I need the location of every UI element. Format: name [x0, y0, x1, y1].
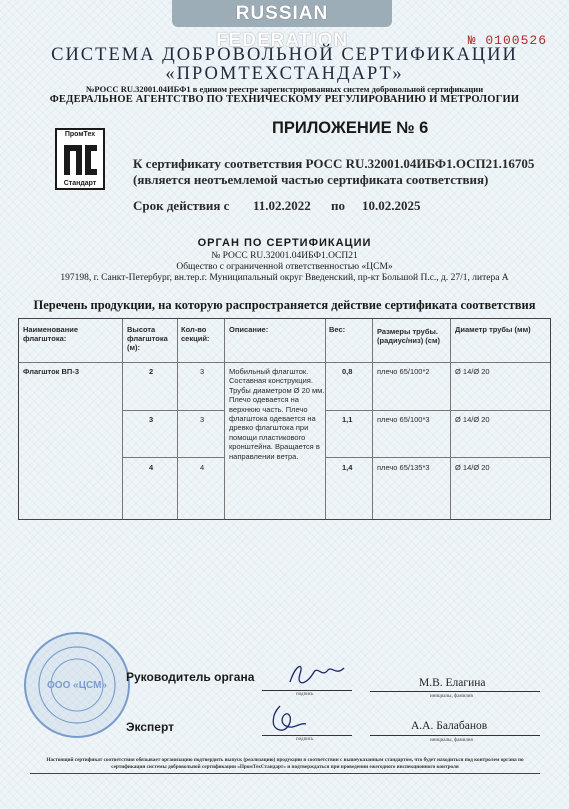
head-name-caption: инициалы, фамилия [430, 694, 473, 699]
column-divider [177, 319, 178, 519]
expert-signature-line [262, 735, 352, 736]
logo-bottom-text: Стандарт [63, 180, 97, 187]
appendix-title: ПРИЛОЖЕНИЕ № 6 [272, 119, 429, 137]
head-signature [282, 656, 352, 690]
column-divider [325, 319, 326, 519]
serial-number: № 0100526 [467, 33, 547, 48]
head-signature-caption: подпись [296, 692, 314, 697]
stamp-text: ООО «ЦСМ» [47, 680, 107, 691]
header-cell-diameter: Диаметр трубы (мм) [455, 325, 531, 334]
row-divider [325, 410, 550, 411]
to-label: по [331, 198, 345, 213]
column-divider [372, 319, 373, 519]
certification-body-title: ОРГАН ПО СЕРТИФИКАЦИИ [197, 237, 372, 249]
date-from: 11.02.2022 [253, 198, 311, 213]
header-cell-height: Высота флагштока (м): [127, 325, 168, 352]
description-cell: Мобильный флагшток. Составная конструкция. Трубы диаметром Ø 20 мм. Плечо одевается на верхнюю часть. Плечо флагштока одевается на древко флагштока при помощи пластикового кронштейна. Вращается в направлении ветра. [229, 367, 325, 461]
system-title-line1: СИСТЕМА ДОБРОВОЛЬНОЙ СЕРТИФИКАЦИИ [51, 45, 518, 65]
column-divider [450, 319, 451, 519]
column-divider [122, 319, 123, 519]
certification-body-address: 197198, г. Санкт-Петербург, вн.тер.г. Муниципальный округ Введенский, пр-кт Большой П.с., д. 27/1, литера А [60, 273, 509, 283]
footer-note: Настоящий сертификат соответствия обязывает организацию подтвердить выпуск (реализацию) продукции в соответствии с вышеуказанным стандартом, что будет находиться под контролем органа по сертификации системы добровольной сертификации «ПромТехСтандарт» и подтверждаться при проведении ежегодного инспекционного контроля [46, 757, 524, 770]
certification-body-number: № РОСС RU.32001.04ИБФ1.ОСП21 [211, 251, 358, 261]
size-cell: плечо 65/135*3 [377, 463, 430, 472]
height-cell: 4 [149, 463, 154, 472]
promtech-standard-icon [61, 141, 99, 179]
row-divider [122, 410, 225, 411]
expert-label: Эксперт [126, 720, 175, 734]
expert-signature-caption: подпись [296, 737, 314, 742]
product-table [18, 318, 551, 520]
row-divider [325, 457, 550, 458]
agency-line: ФЕДЕРАЛЬНОЕ АГЕНТСТВО ПО ТЕХНИЧЕСКОМУ РЕГУЛИРОВАНИЮ И МЕТРОЛОГИИ [49, 94, 520, 105]
head-signature-line [262, 690, 352, 691]
column-divider [224, 319, 225, 519]
header-cell-weight: Вес: [329, 325, 346, 334]
head-label: Руководитель органа [126, 670, 255, 684]
system-title-line2: «ПРОМТЕХСТАНДАРТ» [165, 64, 404, 84]
validity-label: Срок действия с [133, 198, 230, 213]
expert-name-line [370, 735, 540, 736]
weight-cell: 1,1 [342, 415, 353, 424]
promtech-logo [55, 128, 105, 190]
date-to: 10.02.2025 [362, 198, 421, 213]
head-name: М.В. Елагина [419, 677, 486, 689]
sections-cell: 3 [200, 367, 205, 376]
footer-line [30, 773, 540, 774]
diameter-cell: Ø 14/Ø 20 [455, 463, 490, 472]
certificate-reference: К сертификату соответствия РОСС RU.32001.04ИБФ1.ОСП21.16705 [133, 156, 535, 171]
expert-name: А.А. Балабанов [411, 720, 488, 732]
height-cell: 2 [149, 367, 154, 376]
row-divider [122, 457, 225, 458]
certificate-note: (является неотъемлемой частью сертификата соответствия) [133, 172, 489, 187]
size-cell: плечо 65/100*3 [377, 415, 430, 424]
size-cell: плечо 65/100*2 [377, 367, 430, 376]
certification-body-name: Общество с ограниченной ответственностью «ЦСМ» [176, 262, 393, 272]
registry-line: №РОСС RU.32001.04ИБФ1 в едином реестре зарегистрированных систем добровольной сертификации [85, 84, 484, 94]
weight-cell: 1,4 [342, 463, 353, 472]
sections-cell: 3 [200, 415, 205, 424]
expert-name-caption: инициалы, фамилия [430, 738, 473, 743]
product-name-cell: Флагшток ВП-3 [23, 367, 79, 376]
organization-stamp [22, 630, 132, 740]
header-cell-tube-size: Размеры трубы. (радиус/низ) (см) [377, 327, 441, 345]
diameter-cell: Ø 14/Ø 20 [455, 415, 490, 424]
header-cell-sections: Кол-во секций: [181, 325, 210, 343]
header-cell-name: Наименование флагштока: [23, 325, 79, 343]
logo-top-text: ПромТех [64, 131, 96, 138]
sections-cell: 4 [200, 463, 205, 472]
head-name-line [370, 691, 540, 692]
product-list-title: Перечень продукции, на которую распространяется действие сертификата соответствия [33, 298, 536, 312]
height-cell: 3 [149, 415, 154, 424]
header-divider [19, 362, 550, 363]
banner: RUSSIAN FEDERATION [172, 0, 392, 27]
header-cell-description: Описание: [229, 325, 269, 334]
diameter-cell: Ø 14/Ø 20 [455, 367, 490, 376]
weight-cell: 0,8 [342, 367, 353, 376]
expert-signature [266, 700, 316, 738]
